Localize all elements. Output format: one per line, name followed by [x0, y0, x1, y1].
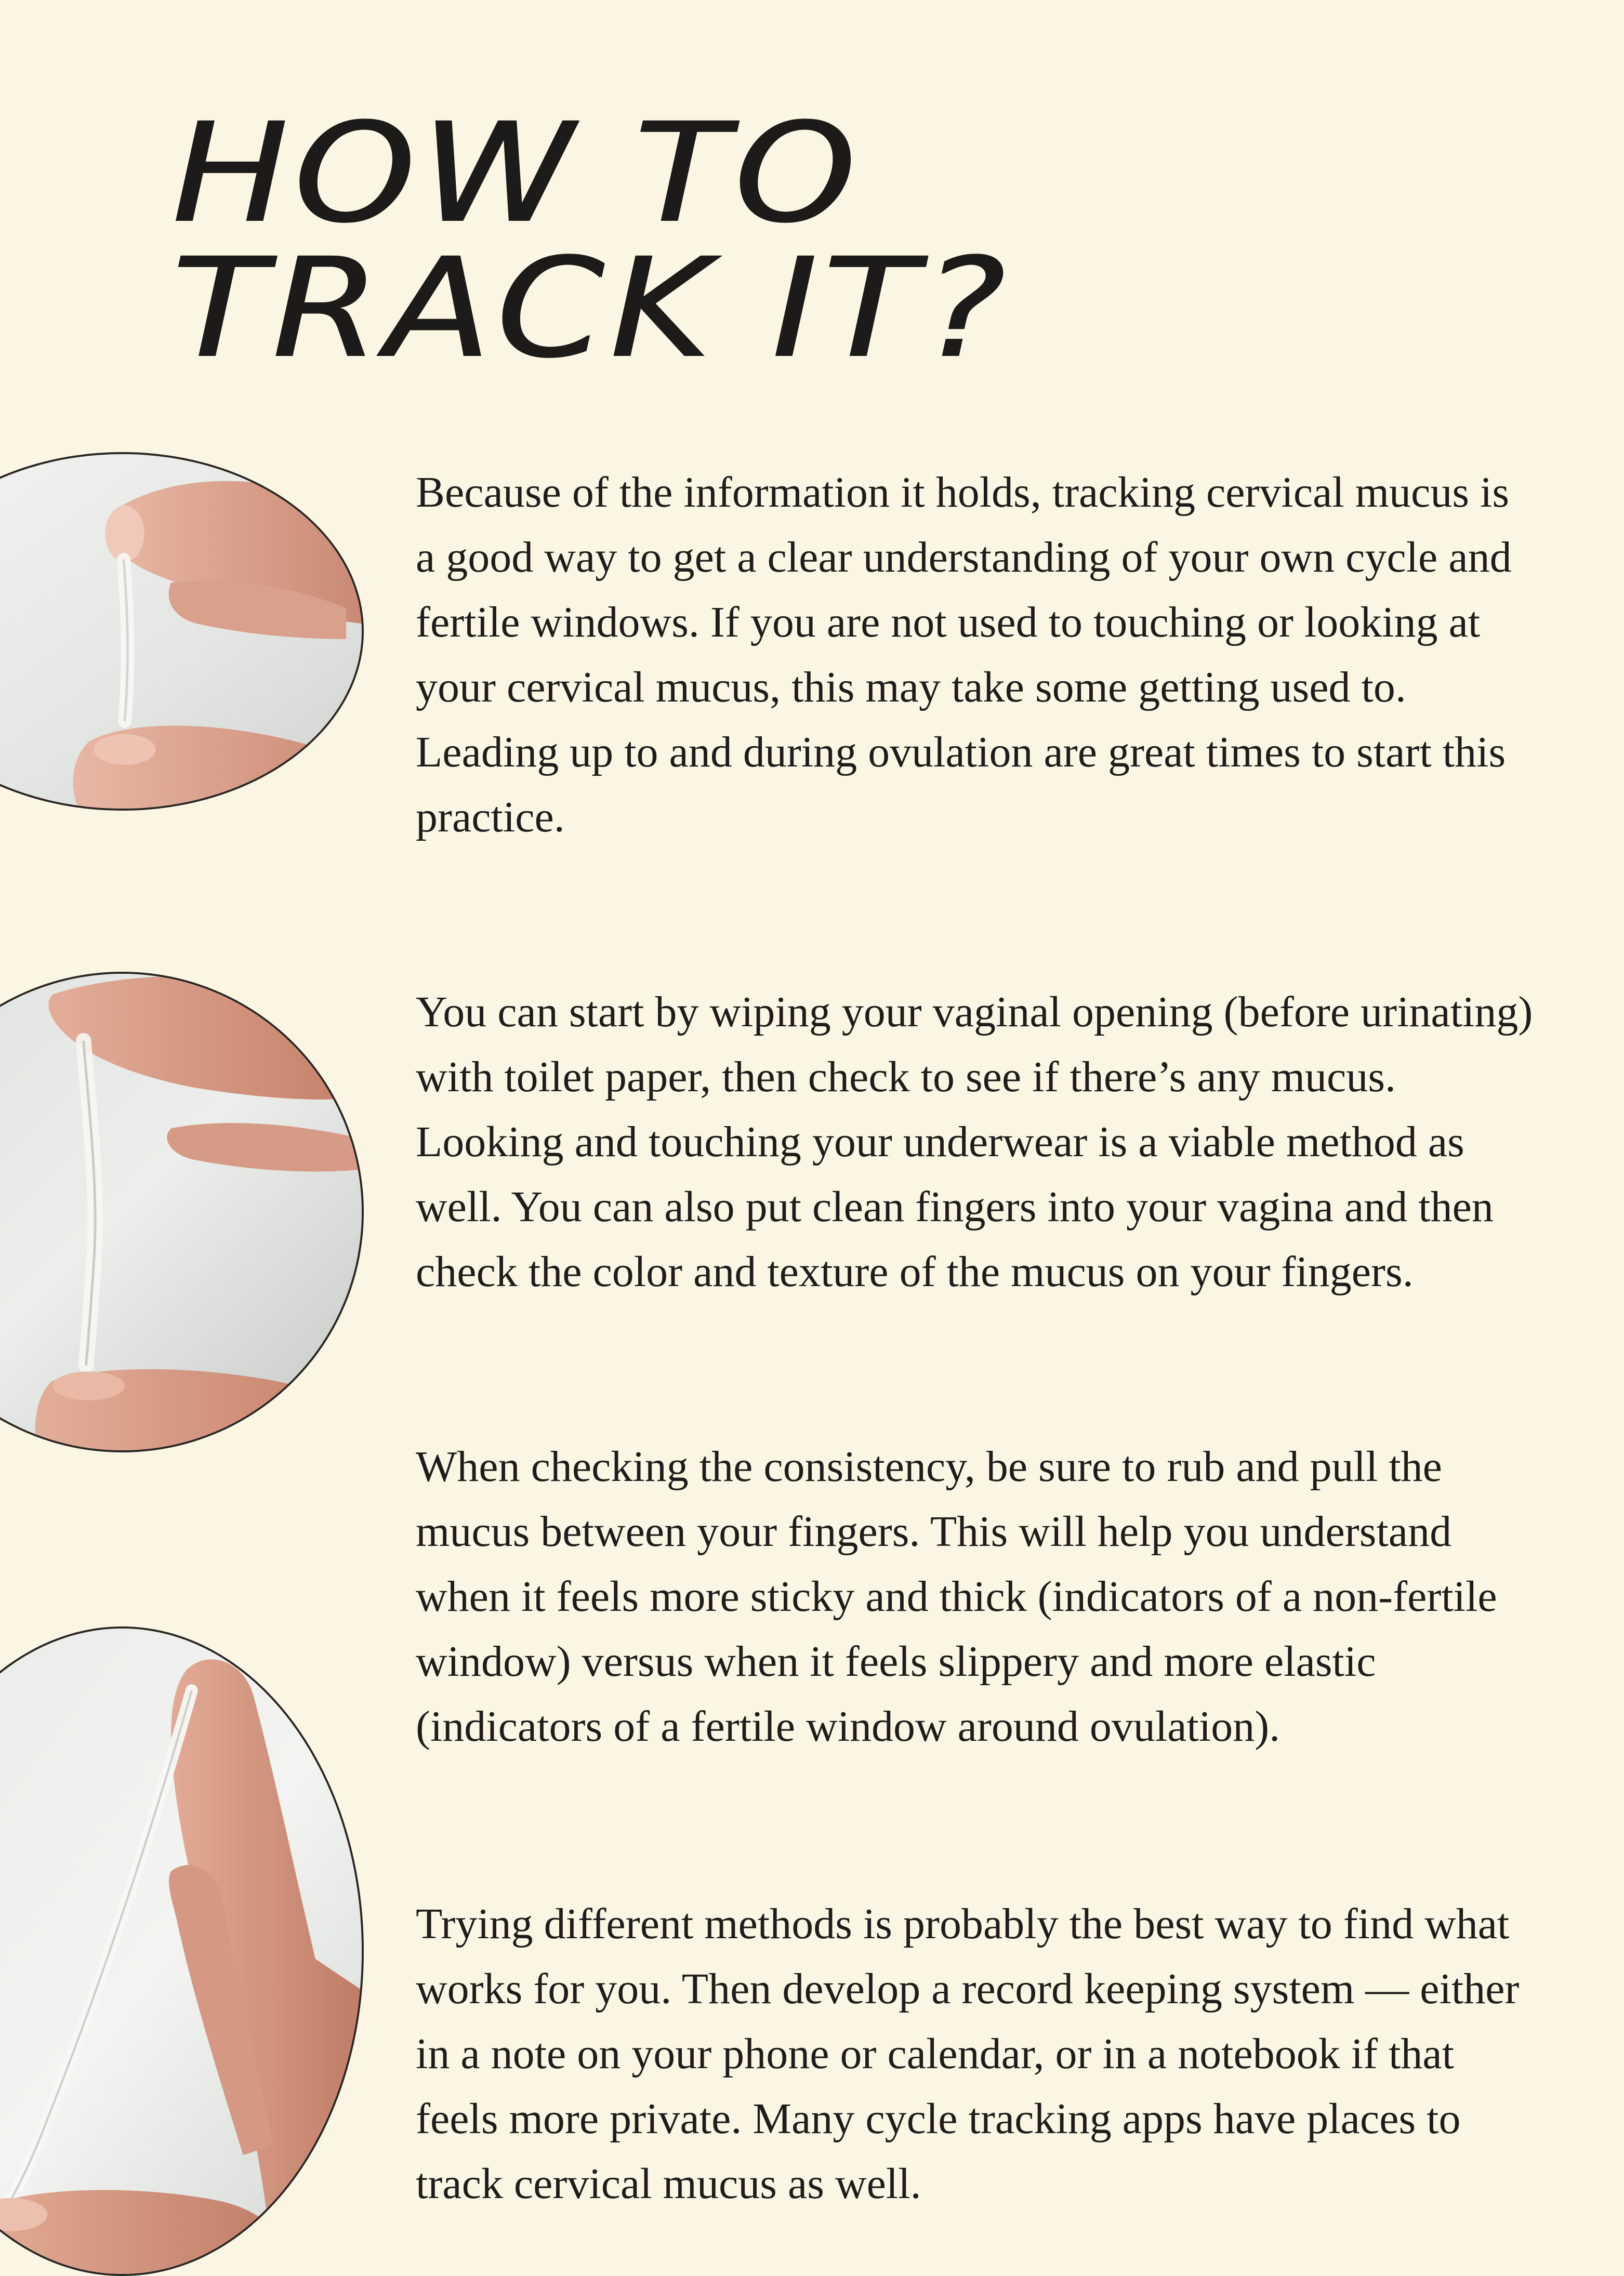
- photo-mucus-fingers-1: [0, 452, 364, 811]
- paragraph-how-to-check: You can start by wiping your vaginal opening (before urinating) with toilet paper, then check to see if there’s any mucus. Looking and touching your underwear is a viable method as well. You can also put clean fingers into your vagina and then check the color and texture of the mucus on your fingers.: [416, 988, 1533, 1296]
- page-title: [171, 94, 1010, 389]
- photo-mucus-fingers-2: [0, 972, 364, 1452]
- paragraph-record-keeping: Trying different methods is probably the best way to find what works for you. Then develop a record keeping system — either in a note on your phone or calendar, or in a notebook if that feels more private. Many cycle tracking apps have places to track cervical mucus as well.: [416, 1900, 1520, 2208]
- title-line-2: TRACK IT?: [171, 228, 1010, 389]
- paragraph-consistency: When checking the consistency, be sure to rub and pull the mucus between your fingers. This will help you understand when it feels more sticky and thick (indicators of a non-fertile window) versus when it feels slippery and more elastic (indicators of a fertile window around ovulation).: [416, 1443, 1497, 1751]
- paragraph-why-track: Because of the information it holds, tracking cervical mucus is a good way to get a clear understanding of your own cycle and fertile windows. If you are not used to touching or looking at your cervical mucus, this may take some getting used to. Leading up to and during ovulation are great times to start this practice.: [416, 468, 1512, 841]
- title-line-1: HOW TO: [171, 94, 861, 254]
- photo-mucus-fingers-3: [0, 1626, 364, 2276]
